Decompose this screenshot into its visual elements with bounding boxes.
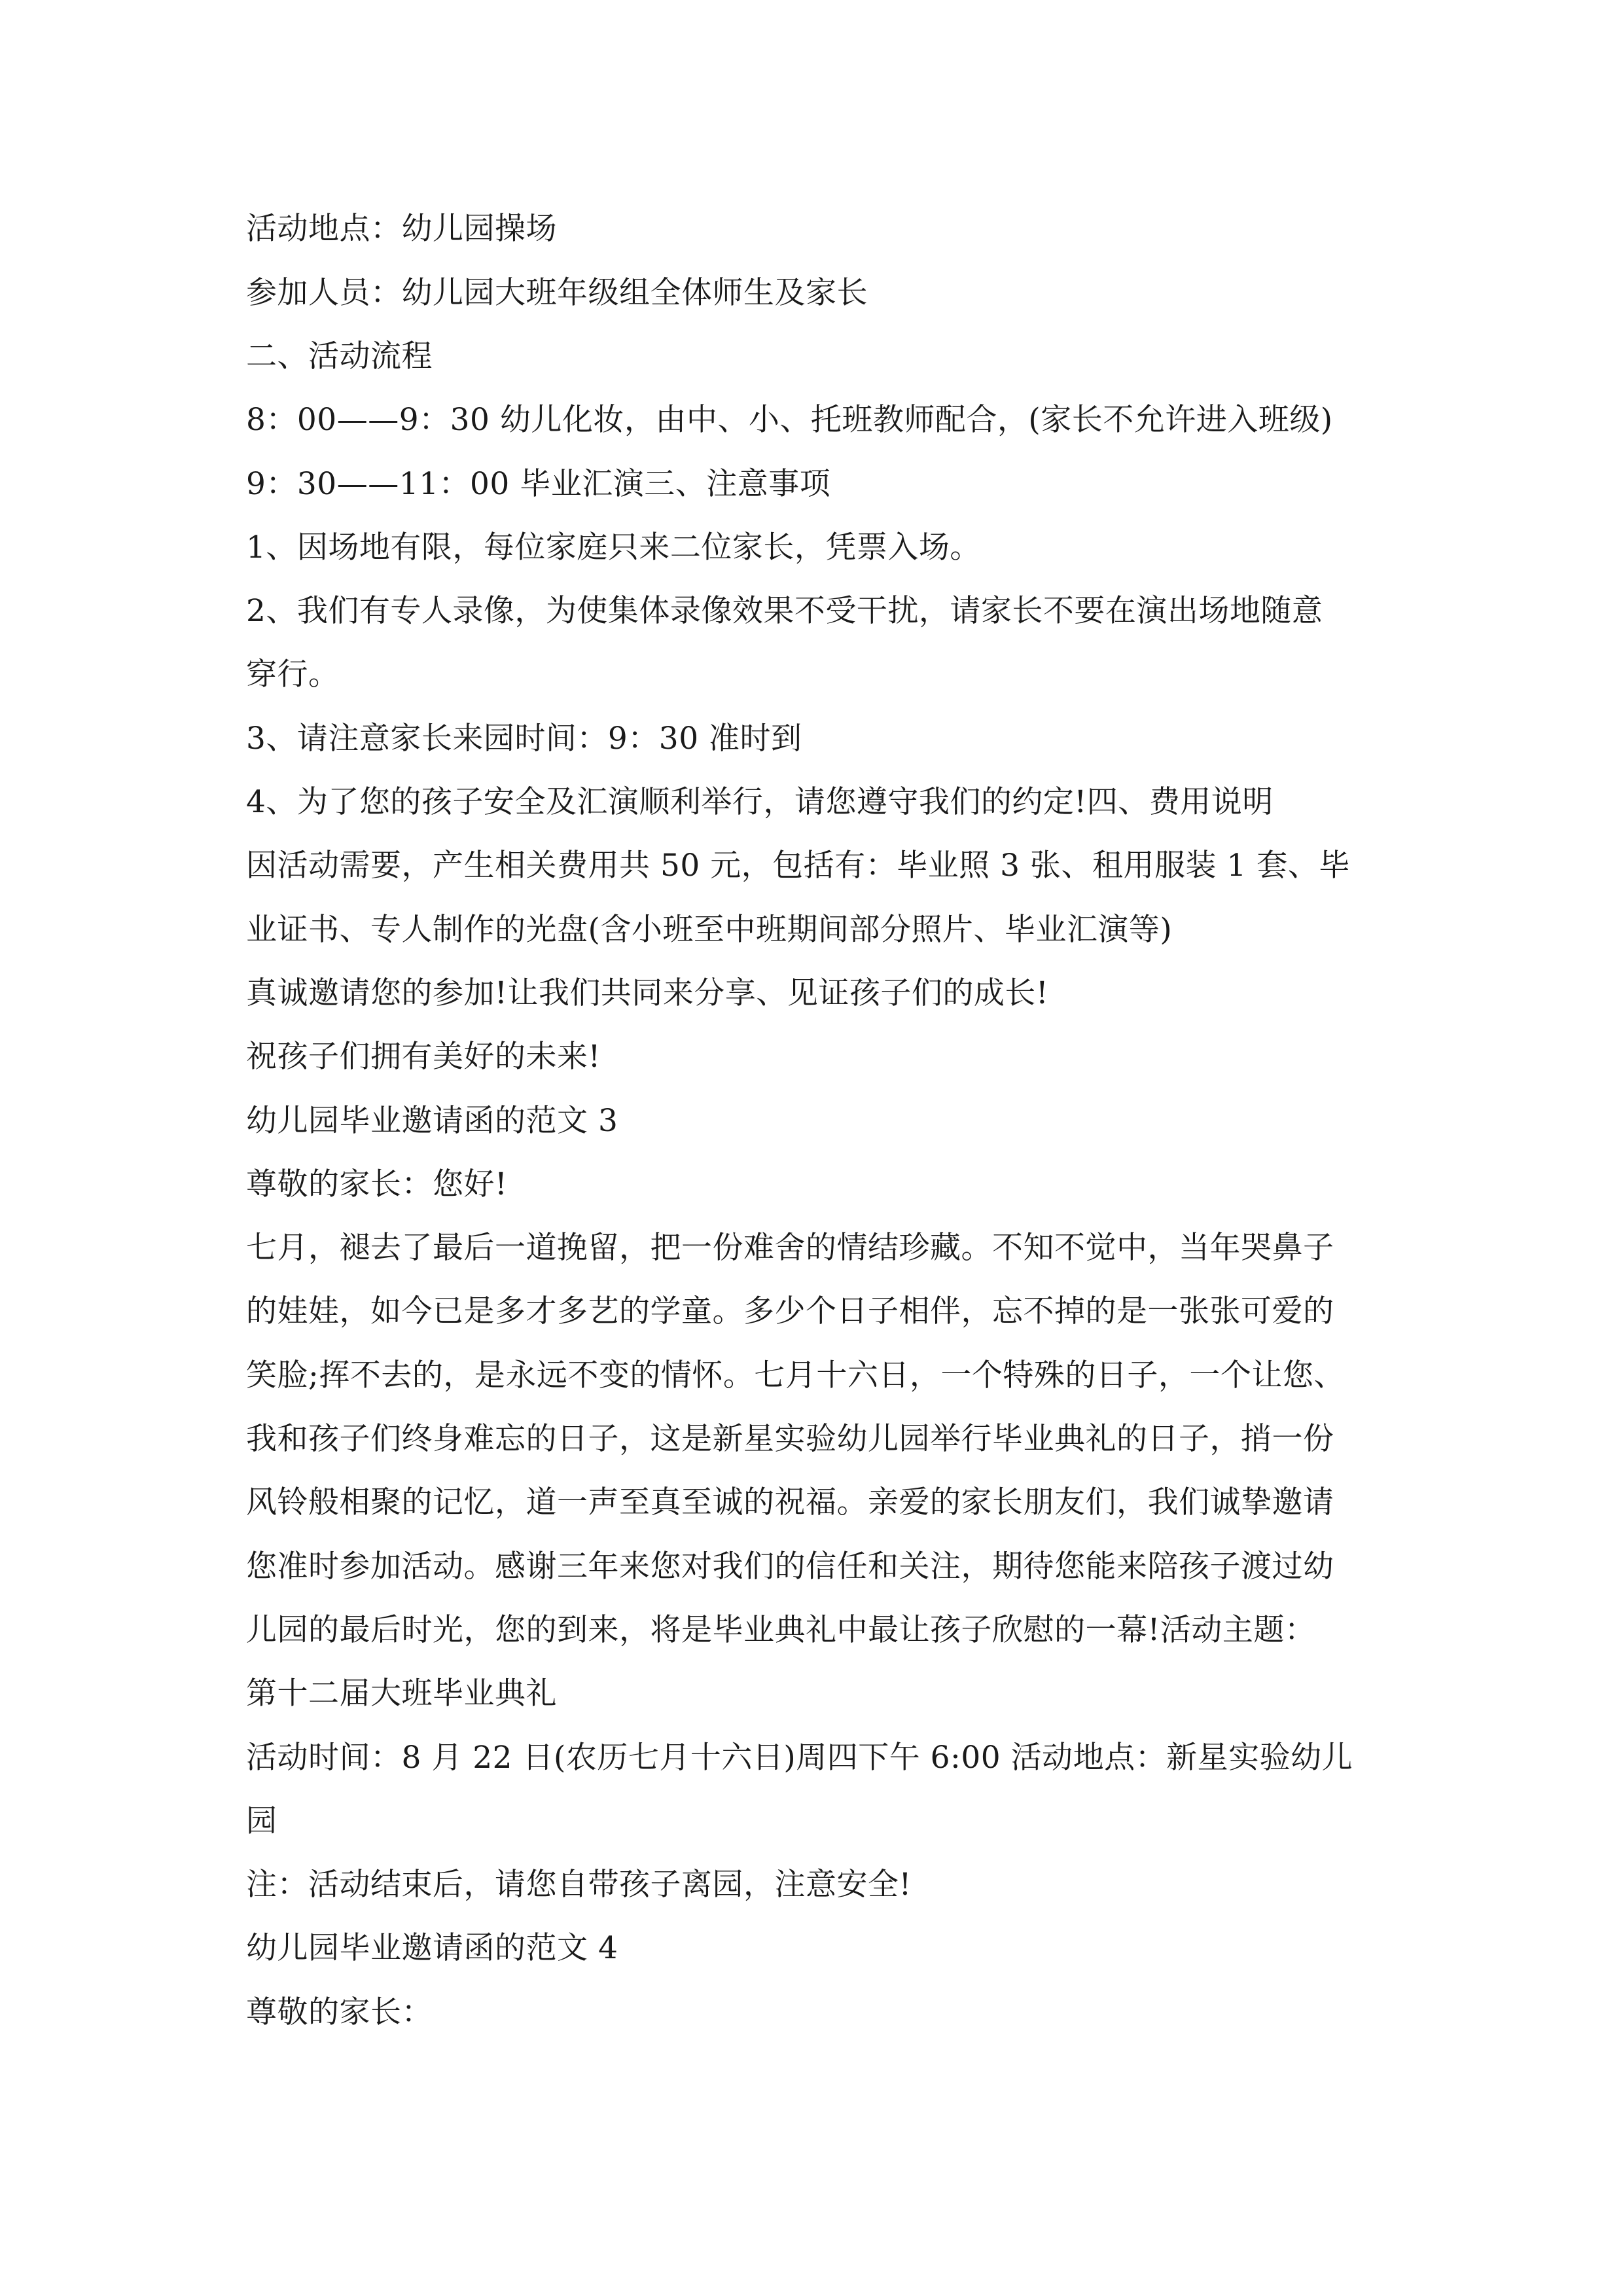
greeting-line: 尊敬的家长：您好!: [246, 1166, 508, 1202]
text-line: 因活动需要，产生相关费用共 50 元，包括有：毕业照 3 张、租用服装 1 套、毕: [246, 848, 1350, 884]
text-line: 真诚邀请您的参加!让我们共同来分享、见证孩子们的成长!: [246, 975, 1049, 1011]
text-line: 我和孩子们终身难忘的日子，这是新星实验幼儿园举行毕业典礼的日子，捎一份: [246, 1421, 1334, 1457]
text-line: 园: [246, 1803, 277, 1839]
section-heading: 二、活动流程: [246, 338, 433, 374]
text-line: 的娃娃，如今已是多才多艺的学童。多少个日子相伴，忘不掉的是一张张可爱的: [246, 1293, 1334, 1329]
section-heading: 幼儿园毕业邀请函的范文 4: [246, 1930, 618, 1966]
section-heading: 幼儿园毕业邀请函的范文 3: [246, 1103, 618, 1139]
greeting-line: 尊敬的家长：: [246, 1994, 433, 2030]
text-line: 业证书、专人制作的光盘(含小班至中班期间部分照片、毕业汇演等): [246, 912, 1173, 948]
text-line: 笑脸;挥不去的，是永远不变的情怀。七月十六日，一个特殊的日子，一个让您、: [246, 1357, 1345, 1393]
text-line: 9：30——11：00 毕业汇演三、注意事项: [246, 466, 831, 502]
text-line: 活动地点：幼儿园操场: [246, 211, 557, 247]
text-line: 第十二届大班毕业典礼: [246, 1676, 557, 1712]
text-line: 参加人员：幼儿园大班年级组全体师生及家长: [246, 275, 868, 311]
text-line: 4、为了您的孩子安全及汇演顺利举行，请您遵守我们的约定!四、费用说明: [246, 784, 1274, 820]
text-line: 穿行。: [246, 656, 340, 692]
text-line: 2、我们有专人录像，为使集体录像效果不受干扰，请家长不要在演出场地随意: [246, 593, 1323, 629]
text-line: 祝孩子们拥有美好的未来!: [246, 1039, 601, 1075]
text-line: 您准时参加活动。感谢三年来您对我们的信任和关注，期待您能来陪孩子渡过幼: [246, 1549, 1334, 1585]
text-line: 注：活动结束后，请您自带孩子离园，注意安全!: [246, 1867, 912, 1903]
text-line: 8：00——9：30 幼儿化妆，由中、小、托班教师配合，(家长不允许进入班级): [246, 402, 1333, 438]
text-line: 七月，褪去了最后一道挽留，把一份难舍的情结珍藏。不知不觉中，当年哭鼻子: [246, 1230, 1334, 1266]
text-line: 风铃般相聚的记忆，道一声至真至诚的祝福。亲爱的家长朋友们，我们诚挚邀请: [246, 1484, 1334, 1520]
text-line: 3、请注意家长来园时间：9：30 准时到: [246, 721, 802, 757]
text-line: 儿园的最后时光，您的到来，将是毕业典礼中最让孩子欣慰的一幕!活动主题：: [246, 1612, 1316, 1648]
text-line: 1、因场地有限，每位家庭只来二位家长，凭票入场。: [246, 529, 981, 565]
text-line: 活动时间：8 月 22 日(农历七月十六日)周四下午 6:00 活动地点：新星实验幼儿: [246, 1740, 1353, 1776]
